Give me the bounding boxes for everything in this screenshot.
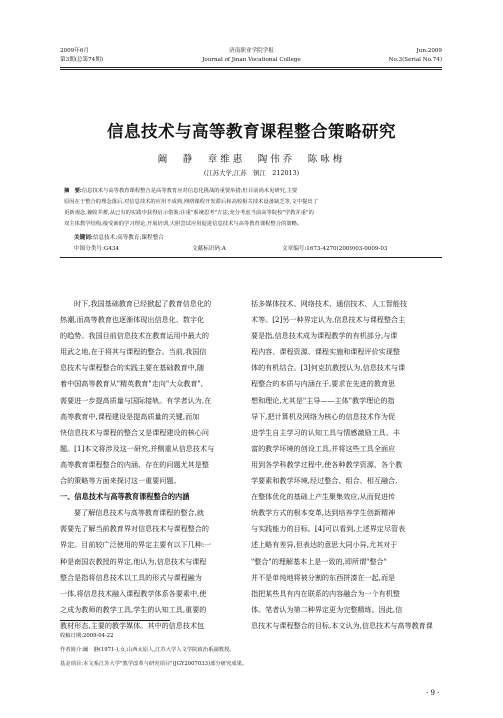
abstract-line-4: 双主体教学结构;接受新的学习理论,开展培训,大胆尝试应用促进信息技术与高等教育课程整合的策略。 (64, 220, 303, 227)
article-authors: 阚 静 章维惠 陶伟乔 陈咏梅 (157, 154, 346, 165)
text-line: 的趋势。我国目前信息技术在教育运用中最大的 (60, 331, 209, 341)
text-line: 教材形态,主要的教学媒体。其中的信息技术包 (60, 620, 205, 630)
journal-date-right: Jun.2009 (416, 48, 442, 54)
text-line: 界定。目前较广泛使用的界定主要有以下几种:一 (60, 540, 212, 550)
keywords: 关键词:信息技术;高等教育;课程整合 (74, 235, 164, 241)
right-column (251, 296, 444, 634)
text-line: 着中国高等教育从"精英教育"走向"大众教育", (60, 379, 203, 389)
text-line: 要了解信息技术与高等教育课程的整合,就 (74, 508, 204, 518)
text-line: 需要进一步提高质量与国际接轨。有学者认为,在 (60, 395, 212, 405)
text-line: 指把某些具有内在联系的内容融合为一个有机整 (251, 588, 400, 598)
text-line: 统教学方式的根本变革,达到培养学生创新精神 (251, 508, 396, 518)
article-affiliation: (江苏大学,江苏 镇江 212013) (203, 169, 300, 177)
text-line: 合的策略等方面来探讨这一重要问题。 (60, 476, 181, 486)
page-number: · 9 · (426, 689, 440, 697)
text-line: 想和理论,尤其是"主导——主体"教学理论的指 (251, 395, 395, 405)
article-title: 信息技术与高等教育课程整合策略研究 (107, 122, 396, 141)
header-rule-thin (60, 67, 442, 68)
text-line: 括多媒体技术、网络技术、通信技术、人工智能技 (251, 299, 408, 308)
text-line: 富的教学环境的创设工具,并将这些工具全面应 (251, 443, 396, 453)
left-column (60, 296, 253, 634)
text-line: 进学生自主学习的认知工具与情感激励工具、丰 (251, 427, 400, 437)
right-column-text (251, 296, 444, 634)
footnote-fund: 基金项目:本文系江苏大学"教学改革与研究项目"(JGY2007033)部分研究成果。 (60, 661, 248, 667)
document-code: 文献标识码:A (192, 246, 226, 252)
text-line: 种是南国农教授的界定,他认为,信息技术与课程 (60, 556, 207, 566)
intro-paragraph (60, 296, 253, 489)
journal-name-en: Journal of Jinan Vocational College (202, 57, 301, 63)
text-line: 述上略有差异,但表达的意思大同小异,尤其对于 (251, 540, 398, 550)
text-line: 整合是指将信息技术以工具的形式与课程融为 (60, 572, 202, 582)
abstract-line-1: 摘 要:信息技术与高等教育课程整合是高等教育应对信息化挑战的重要举措;但目前尚未见研究,主要 (64, 188, 298, 194)
journal-name-cn: 济南职业学院学报 (229, 48, 274, 54)
text-line: 快信息技术与课程的整合又是课程建设的核心问 (60, 427, 209, 437)
text-line: 术等。[2]另一种界定认为,信息技术与课程整合主 (251, 315, 406, 325)
text-line: 程整合的本质与内涵在于,要求在先进的教育思 (251, 379, 396, 389)
text-line: 高等教育课程整合的内涵、存在的问题尤其是整 (60, 459, 209, 469)
footnote-rule (60, 620, 170, 621)
text-line: 息技术与课程整合的目标,本文认为,信息技术与高等教育课 (251, 620, 433, 630)
text-line: 需要先了解当前教育界对信息技术与课程整合的 (60, 524, 209, 534)
article-id: 文章编号:1673-4270(2009)03-0009-03 (282, 246, 388, 252)
text-line: 学要素和教学环境,经过整合、组合、相互融合, (251, 476, 398, 486)
text-line: 一体,将信息技术融入课程教学体系各要素中,使 (60, 588, 207, 598)
text-line: 程内容、课程资源、课程实施和课程评价实现整 (251, 347, 400, 357)
text-line: 题。[1]本文将涉及这一研究,并侧重从信息技术与 (60, 443, 215, 453)
clc-number: 中图分类号:G434 (74, 246, 119, 252)
text-line: 体。笔者认为第二种界定更为完整精练。因此,信 (251, 604, 403, 614)
text-line: 用到各学科教学过程中,使各种教学资源、各个教 (251, 459, 403, 469)
journal-issue-left: 第3期(总第74期) (60, 57, 104, 63)
section-heading-1: 一、信息技术与高等教育课程整合的内涵 (60, 492, 190, 502)
journal-date-left: 2009年6月 (60, 48, 89, 54)
text-line: 用武之地,在于将其与课程的整合。当前,我国信 (60, 347, 207, 357)
text-line: 时下,我国基础教育已经掀起了教育信息化的 (74, 299, 212, 308)
footnote-received: 收稿日期:2009-04-22 (60, 633, 114, 639)
text-line: 并不是单纯地将被分割的东西拼凑在一起,而是 (251, 572, 396, 582)
section1-paragraph (60, 505, 253, 634)
text-line: 要是指,信息技术成为课程教学的有机部分,与课 (251, 331, 398, 341)
journal-issue-right: No.3(Serial No.74) (388, 57, 442, 63)
footnote-author-bio: 作者简介:阚 静(1971-),女,山西太原人,江苏大学人文学院政治系副教授。 (60, 647, 235, 653)
text-line: 高等教育中,课程建设是提高质量的关键,而加 (60, 411, 200, 421)
text-line: 之成为教师的教学工具,学生的认知工具,重要的 (60, 604, 207, 614)
text-line: 体的有机结合。[3]何克抗教授认为,信息技术与课 (251, 363, 406, 373)
text-line: 在整体优化的基础上产生聚集效应,从而促进传 (251, 492, 396, 502)
text-line: 导下,把计算机及网络为核心的信息技术作为促 (251, 411, 396, 421)
abstract-rule (60, 257, 442, 258)
abstract-label: 摘 要: (64, 188, 82, 194)
text-line: "整合"的理解基本上是一致的,即所谓"整合" (251, 556, 387, 566)
text-line: 热潮,而高等教育也逐渐体现出信息化、数字化 (60, 315, 205, 325)
text-line: 与实践能力的目标。[4]可以看到,上述界定尽管表 (251, 524, 406, 534)
abstract (64, 186, 438, 230)
text-line: 息技术与课程整合的实践主要在基础教育中,随 (60, 363, 205, 373)
abstract-line-2: 原因在于整合的理念落后,对信息技术的应用不成熟,网络课程开发滞后和高校相关技术设备缺乏等,文中提出了 (64, 198, 319, 205)
header-rule-thick (60, 69, 442, 70)
abstract-line-3: 更新观念,兼收并蓄,从已有的实践中获得启示借鉴;注重"系统思考"方法;充分考虑当前高等院校"学教并重"的 (64, 209, 314, 216)
